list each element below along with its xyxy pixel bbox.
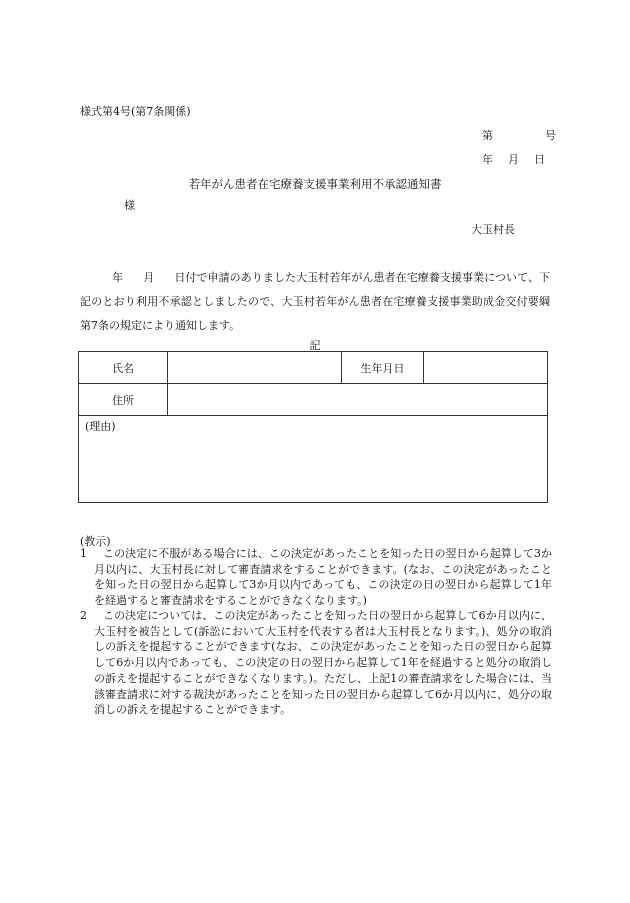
addressee: 様 bbox=[124, 199, 135, 212]
date-month: 月 bbox=[508, 153, 519, 166]
body-month: 月 bbox=[143, 271, 155, 284]
document-number bbox=[482, 127, 556, 143]
form-label: 様式第4号(第7条関係) bbox=[80, 105, 191, 118]
note-text-content: この決定に不服がある場合には、この決定があったことを知った日の翌日から起算して3か月以内に、大玉村長に対して審査請求をすることができます。(なお、この決定があったことを知った日の翌日から起算して3か月以内であっても、この決定の日の翌日から起算して1年を経過すると審査請求をすることができなくなります。) bbox=[94, 547, 552, 608]
reason-box bbox=[79, 416, 548, 503]
address-field bbox=[168, 384, 548, 416]
address-label: 住所 bbox=[79, 384, 168, 416]
notice-body bbox=[80, 266, 550, 338]
note-number: 1 bbox=[80, 547, 87, 560]
info-table bbox=[78, 351, 548, 503]
document-date bbox=[482, 151, 545, 167]
note-text-content: この決定については、この決定があったことを知った日の翌日から起算して6か月以内に、大玉村を被告として(訴訟において大玉村を代表する者は大玉村長となります。)、処分の取消しの訴えを提起することができます(なお、この決定があったことを知った日の翌日から起算して6か月以内であっても、この決定の日の翌日から起算して1年を経過すると処分の取消しの訴えを提起することができなくなります。)。ただし、上記1の審査請求をした場合には、当該審査請求に対する裁決があったことを知った日の翌日から起算して6か月以内に、処分の取消しの訴えを提起することができます。 bbox=[94, 609, 552, 717]
note-text bbox=[94, 546, 552, 609]
name-field bbox=[168, 352, 342, 384]
birthdate-field bbox=[424, 352, 548, 384]
number-prefix: 第 bbox=[482, 129, 493, 142]
note-text bbox=[94, 608, 552, 718]
number-suffix: 号 bbox=[545, 129, 556, 142]
date-year: 年 bbox=[482, 153, 493, 166]
date-day: 日 bbox=[534, 153, 545, 166]
note-item bbox=[80, 608, 552, 718]
name-label: 氏名 bbox=[79, 352, 168, 384]
reason-label: (理由) bbox=[85, 420, 116, 433]
issuer: 大玉村長 bbox=[471, 223, 515, 236]
birthdate-label: 生年月日 bbox=[342, 352, 424, 384]
notes-heading: (教示) bbox=[80, 535, 111, 548]
note-number: 2 bbox=[80, 609, 87, 622]
body-text: 日付で申請のありました大玉村若年がん患者在宅療養支援事業について、下記のとおり利用不承認としましたので、大玉村若年がん患者在宅療養支援事業助成金交付要綱第7条の規定により通知します。 bbox=[80, 271, 551, 332]
ki-heading: 記 bbox=[309, 339, 321, 352]
document-title: 若年がん患者在宅療養支援事業利用不承認通知書 bbox=[188, 177, 442, 191]
note-item bbox=[80, 546, 552, 609]
body-year: 年 bbox=[112, 271, 124, 284]
